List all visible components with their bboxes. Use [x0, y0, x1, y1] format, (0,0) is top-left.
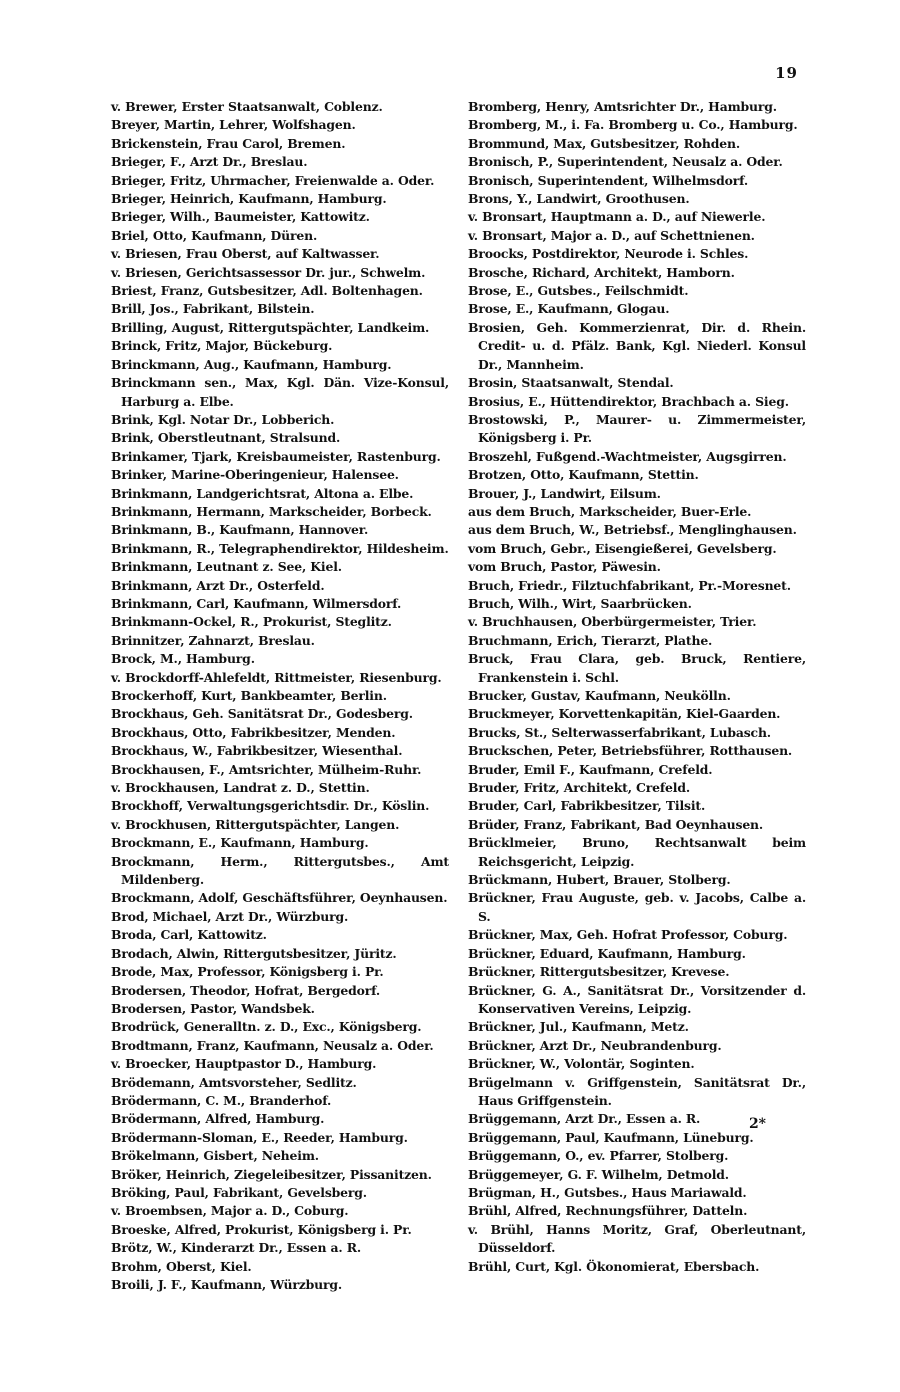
directory-entry: Brinckmann sen., Max, Kgl. Dän. Vize-Konsul, Harburg a. Elbe.: [111, 375, 449, 409]
directory-entry: Brückner, Max, Geh. Hofrat Professor, Coburg.: [468, 927, 788, 943]
directory-entry: v. Bronsart, Hauptmann a. D., auf Niewerle.: [468, 209, 766, 225]
directory-entry: Brickenstein, Frau Carol, Bremen.: [111, 135, 346, 151]
directory-entry: Broda, Carl, Kattowitz.: [111, 927, 267, 943]
directory-entry: v. Brockhausen, Landrat z. D., Stettin.: [111, 780, 370, 796]
directory-entry: Brockmann, E., Kaufmann, Hamburg.: [111, 835, 369, 851]
directory-entry: Brockmann, Herm., Rittergutsbes., Amt Mildenberg.: [111, 853, 449, 888]
directory-entry: Brückmann, Hubert, Brauer, Stolberg.: [468, 872, 731, 888]
directory-entry: Brinkmann, B., Kaufmann, Hannover.: [111, 522, 369, 538]
directory-entry: Brodach, Alwin, Rittergutsbesitzer, Jüritz.: [111, 945, 397, 961]
directory-entry: Brüder, Franz, Fabrikant, Bad Oeynhausen.: [468, 816, 764, 832]
directory-entry: Brinkmann, Leutnant z. See, Kiel.: [111, 559, 342, 575]
directory-entry: Brökelmann, Gisbert, Neheim.: [111, 1148, 319, 1164]
directory-entry: v. Broecker, Hauptpastor D., Hamburg.: [111, 1056, 377, 1072]
directory-entry: Brock, M., Hamburg.: [111, 651, 255, 667]
directory-entry: Briest, Franz, Gutsbesitzer, Adl. Boltenhagen.: [111, 283, 423, 299]
directory-entry: Brilling, August, Rittergutspächter, Landkeim.: [111, 319, 430, 335]
directory-entry: Brockhausen, F., Amtsrichter, Mülheim-Ruhr.: [111, 761, 422, 777]
directory-entry: Broili, J. F., Kaufmann, Würzburg.: [111, 1277, 343, 1292]
directory-entry: Bruder, Carl, Fabrikbesitzer, Tilsit.: [468, 798, 706, 814]
directory-entry: Brod, Michael, Arzt Dr., Würzburg.: [111, 908, 349, 924]
directory-entry: Brucker, Gustav, Kaufmann, Neukölln.: [468, 688, 731, 703]
directory-entry: Bröker, Heinrich, Ziegeleibesitzer, Pissanitzen.: [111, 1166, 432, 1182]
directory-entry: v. Brewer, Erster Staatsanwalt, Coblenz.: [111, 99, 383, 114]
signature-mark: 2*: [748, 1116, 766, 1132]
directory-entry: Brink, Kgl. Notar Dr., Lobberich.: [111, 411, 335, 427]
directory-entry: Brockhaus, W., Fabrikbesitzer, Wiesenthal.: [111, 743, 403, 759]
directory-entry: Brückner, Jul., Kaufmann, Metz.: [468, 1019, 689, 1035]
directory-entry: Brostowski, P., Maurer- u. Zimmermeister, Königsberg i. Pr.: [468, 411, 806, 446]
directory-entry: Brons, Y., Landwirt, Groothusen.: [468, 191, 690, 207]
directory-entry: Brinkmann, Carl, Kaufmann, Wilmersdorf.: [111, 595, 402, 611]
directory-entry: Bruch, Friedr., Filztuchfabrikant, Pr.-Moresnet.: [468, 577, 791, 593]
directory-entry: aus dem Bruch, Markscheider, Buer-Erle.: [468, 503, 752, 519]
page-number: 19: [775, 64, 798, 82]
directory-entry: Brödemann, Amtsvorsteher, Sedlitz.: [111, 1074, 357, 1090]
directory-entry: Brückner, Frau Auguste, geb. v. Jacobs, Calbe a. S.: [468, 890, 806, 924]
directory-entry: Brode, Max, Professor, Königsberg i. Pr.: [111, 964, 384, 980]
directory-entry: Brockhaus, Geh. Sanitätsrat Dr., Godesberg.: [111, 706, 413, 722]
directory-entry: Brinkmann, Hermann, Markscheider, Borbeck.: [111, 503, 432, 519]
directory-entry: Brink, Oberstleutnant, Stralsund.: [111, 430, 341, 446]
directory-entry: Bruch, Wilh., Wirt, Saarbrücken.: [468, 595, 692, 611]
directory-entry: Bruder, Emil F., Kaufmann, Crefeld.: [468, 761, 713, 777]
directory-entry: Brosche, Richard, Architekt, Hamborn.: [468, 264, 735, 280]
directory-entry: Brinckmann, Aug., Kaufmann, Hamburg.: [111, 356, 392, 372]
directory-entry: Brödermann, C. M., Branderhof.: [111, 1092, 332, 1108]
directory-entry: Brockerhoff, Kurt, Bankbeamter, Berlin.: [111, 688, 387, 703]
directory-entry: v. Brockdorff-Ahlefeldt, Rittmeister, Riesenburg.: [111, 669, 442, 685]
directory-entry: v. Briesen, Gerichtsassessor Dr. jur., Schwelm.: [111, 264, 426, 280]
directory-entry: Brill, Jos., Fabrikant, Bilstein.: [111, 301, 315, 317]
directory-entry: Brühl, Alfred, Rechnungsführer, Datteln.: [468, 1203, 748, 1219]
directory-entry: Bruck, Frau Clara, geb. Bruck, Rentiere, Frankenstein i. Schl.: [468, 651, 806, 685]
directory-entry: Brosius, E., Hüttendirektor, Brachbach a. Sieg.: [468, 393, 789, 409]
directory-entry: Bruckmeyer, Korvettenkapitän, Kiel-Gaarden.: [468, 706, 781, 722]
directory-entry: Brinnitzer, Zahnarzt, Breslau.: [111, 632, 315, 648]
directory-entry: aus dem Bruch, W., Betriebsf., Menglinghausen.: [468, 522, 797, 538]
directory-entry: Brockhaus, Otto, Fabrikbesitzer, Menden.: [111, 724, 396, 740]
directory-entry: Bromberg, M., i. Fa. Bromberg u. Co., Hamburg.: [468, 117, 798, 133]
directory-entry: Brockhoff, Verwaltungsgerichtsdir. Dr., Köslin.: [111, 798, 430, 814]
directory-entry: v. Bruchhausen, Oberbürgermeister, Trier.: [468, 614, 757, 630]
directory-entry: Bruchmann, Erich, Tierarzt, Plathe.: [468, 632, 713, 648]
directory-entry: v. Bronsart, Major a. D., auf Schettnienen.: [468, 227, 755, 243]
directory-entry: Brieger, Fritz, Uhrmacher, Freienwalde a. Oder.: [111, 172, 435, 188]
directory-entry: Brinck, Fritz, Major, Bückeburg.: [111, 338, 333, 354]
directory-entry: Brüggemann, Arzt Dr., Essen a. R.: [468, 1111, 701, 1127]
directory-entry: vom Bruch, Pastor, Päwesin.: [468, 559, 661, 575]
directory-entry: Broszehl, Fußgend.-Wachtmeister, Augsgirren.: [468, 448, 787, 464]
directory-entry: Brinkamer, Tjark, Kreisbaumeister, Rastenburg.: [111, 448, 441, 464]
directory-entry: v. Brockhusen, Rittergutspächter, Langen.: [111, 816, 400, 832]
directory-entry: Brückner, Arzt Dr., Neubrandenburg.: [468, 1037, 722, 1053]
directory-entry: Broocks, Postdirektor, Neurode i. Schles.: [468, 246, 749, 262]
directory-entry: Brieger, Heinrich, Kaufmann, Hamburg.: [111, 191, 387, 207]
directory-entry: Brückner, Eduard, Kaufmann, Hamburg.: [468, 945, 746, 961]
directory-entry: Brinkmann, R., Telegraphendirektor, Hildesheim.: [111, 540, 449, 556]
directory-entry: Brodersen, Pastor, Wandsbek.: [111, 1000, 315, 1016]
directory-entry: Bronisch, Superintendent, Wilhelmsdorf.: [468, 172, 749, 188]
directory-entry: Brieger, F., Arzt Dr., Breslau.: [111, 154, 308, 170]
directory-entry: Bromberg, Henry, Amtsrichter Dr., Hamburg.: [468, 99, 777, 114]
directory-entry: Brüggemeyer, G. F. Wilhelm, Detmold.: [468, 1166, 729, 1182]
directory-entry: Brockmann, Adolf, Geschäftsführer, Oeynhausen.: [111, 890, 448, 906]
directory-entry: Brüggemann, Paul, Kaufmann, Lüneburg.: [468, 1129, 754, 1145]
directory-entry: Brücklmeier, Bruno, Rechtsanwalt beim Reichsgericht, Leipzig.: [468, 835, 806, 869]
directory-entry: Brosien, Geh. Kommerzienrat, Dir. d. Rhein. Credit- u. d. Pfälz. Bank, Kgl. Niederl. Konsul Dr., Mannheim.: [468, 319, 806, 372]
directory-entry: Brinkmann-Ockel, R., Prokurist, Steglitz.: [111, 614, 392, 630]
directory-entry: Brose, E., Gutsbes., Feilschmidt.: [468, 283, 689, 299]
directory-entry: Brose, E., Kaufmann, Glogau.: [468, 301, 670, 317]
directory-entry: Brückner, G. A., Sanitätsrat Dr., Vorsitzender d. Konservativen Vereins, Leipzig.: [468, 982, 806, 1016]
directory-entry: Brinkmann, Arzt Dr., Osterfeld.: [111, 577, 325, 593]
directory-entry: v. Broembsen, Major a. D., Coburg.: [111, 1203, 349, 1219]
directory-entry: Brödermann, Alfred, Hamburg.: [111, 1111, 325, 1127]
directory-entry: Breyer, Martin, Lehrer, Wolfshagen.: [111, 117, 356, 133]
left-column: [111, 98, 449, 1294]
directory-entry: v. Briesen, Frau Oberst, auf Kaltwasser.: [111, 246, 380, 262]
directory-entry: Brosin, Staatsanwalt, Stendal.: [468, 375, 674, 391]
directory-entry: Brodtmann, Franz, Kaufmann, Neusalz a. Oder.: [111, 1037, 434, 1053]
directory-entry: Brüggemann, O., ev. Pfarrer, Stolberg.: [468, 1148, 729, 1164]
directory-entry: Brohm, Oberst, Kiel.: [111, 1258, 252, 1274]
directory-entry: Brühl, Curt, Kgl. Ökonomierat, Ebersbach.: [468, 1258, 760, 1274]
directory-entry: Brötz, W., Kinderarzt Dr., Essen a. R.: [111, 1240, 362, 1256]
directory-entry: Bronisch, P., Superintendent, Neusalz a. Oder.: [468, 154, 783, 170]
directory-entry: Brinker, Marine-Oberingenieur, Halensee.: [111, 467, 399, 483]
directory-entry: Brügman, H., Gutsbes., Haus Mariawald.: [468, 1184, 747, 1200]
directory-entry: Brodrück, Generalltn. z. D., Exc., Königsberg.: [111, 1019, 422, 1035]
directory-entry: Brommund, Max, Gutsbesitzer, Rohden.: [468, 135, 741, 151]
directory-entry: Brückner, Rittergutsbesitzer, Krevese.: [468, 964, 730, 980]
directory-entry: v. Brühl, Hanns Moritz, Graf, Oberleutnant, Düsseldorf.: [468, 1221, 806, 1256]
directory-entry: Brödermann-Sloman, E., Reeder, Hamburg.: [111, 1129, 408, 1145]
directory-entry: Bröking, Paul, Fabrikant, Gevelsberg.: [111, 1184, 367, 1200]
directory-entry: Brodersen, Theodor, Hofrat, Bergedorf.: [111, 982, 380, 998]
directory-entry: Bruckschen, Peter, Betriebsführer, Rotthausen.: [468, 743, 793, 759]
directory-entry: Briel, Otto, Kaufmann, Düren.: [111, 227, 318, 243]
directory-entry: Brucks, St., Selterwasserfabrikant, Lubasch.: [468, 724, 771, 740]
directory-entry: Broeske, Alfred, Prokurist, Königsberg i. Pr.: [111, 1221, 412, 1237]
directory-entry: Brückner, W., Volontär, Soginten.: [468, 1056, 695, 1072]
directory-entry: Brotzen, Otto, Kaufmann, Stettin.: [468, 467, 699, 483]
directory-entry: Brieger, Wilh., Baumeister, Kattowitz.: [111, 209, 370, 225]
directory-entry: vom Bruch, Gebr., Eisengießerei, Gevelsberg.: [468, 540, 777, 556]
directory-entry: Brinkmann, Landgerichtsrat, Altona a. Elbe.: [111, 485, 414, 501]
directory-entry: Bruder, Fritz, Architekt, Crefeld.: [468, 780, 691, 796]
directory-entry: Brügelmann v. Griffgenstein, Sanitätsrat Dr., Haus Griffgenstein.: [468, 1074, 806, 1108]
directory-entry: Brouer, J., Landwirt, Eilsum.: [468, 485, 661, 501]
right-column: [468, 98, 806, 1276]
